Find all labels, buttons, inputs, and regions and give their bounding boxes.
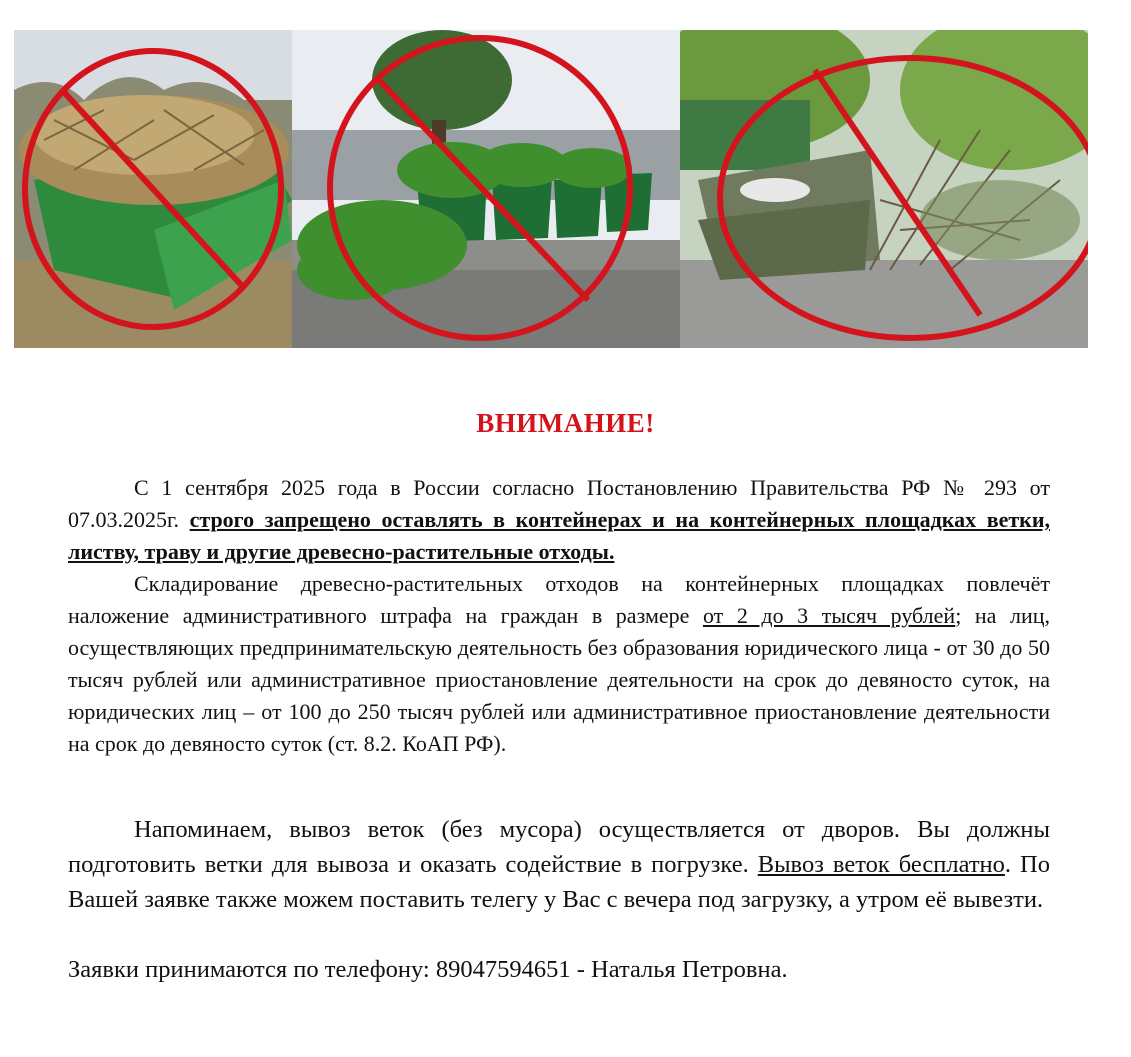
contact-line: Заявки принимаются по телефону: 89047594651 - Наталья Петровна. <box>68 956 788 983</box>
photo-branches-containers <box>292 30 680 348</box>
paragraph-reminder <box>68 812 1050 917</box>
photo-branches-dumpster <box>680 30 1088 348</box>
ban-emphasis: строго запрещено оставлять в контейнерах и на контейнерных площадках ветки, листву, траву и другие древесно-растительные отходы. <box>68 507 1050 564</box>
photo-strip <box>14 30 1088 348</box>
fines-rest: ; на лиц, осуществляющих предпринимательскую деятельность без образования юридического лица - от 30 до 50 тысяч рублей или административное приостановление деятельности на срок до девяносто суток, на юридических лиц – от 100 до 250 тысяч рублей или административное приостановление деятельности на срок до девяносто суток (ст. 8.2. КоАП РФ). <box>68 603 1050 756</box>
photo-grass-container <box>14 30 292 348</box>
reminder-free: Вывоз веток бесплатно <box>757 851 1005 878</box>
reminder-rest: . По Вашей заявке также можем поставить телегу у Вас с вечера под загрузку, а утром её вывезти. <box>68 851 1050 913</box>
reminder-intro: Напоминаем, вывоз веток (без мусора) осуществляется от дворов. Вы должны подготовить ветки для вывоза и оказать содействие в погрузке. <box>68 816 1050 878</box>
paragraph-fines <box>68 568 1050 760</box>
paragraph-ban <box>68 472 1050 568</box>
attention-heading: ВНИМАНИЕ! <box>476 408 655 438</box>
ban-intro: С 1 сентября 2025 года в России согласно Постановлению Правительства РФ № 293 от 07.03.2025г. <box>68 475 1050 532</box>
fines-amount: от 2 до 3 тысяч рублей <box>702 603 956 628</box>
fines-intro: Складирование древесно-растительных отходов на контейнерных площадках повлечёт наложение административного штрафа на граждан в размере <box>68 571 1050 628</box>
